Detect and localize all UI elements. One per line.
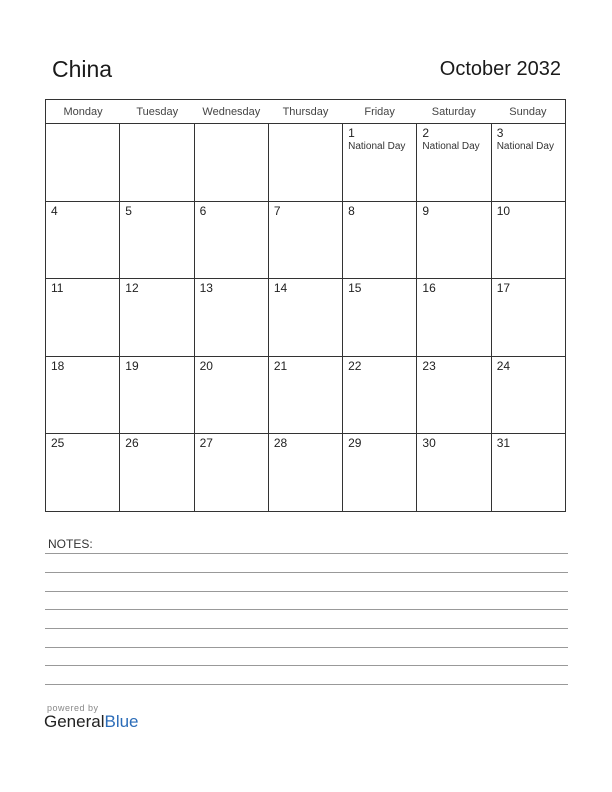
calendar-day-cell (417, 202, 491, 279)
day-number: 5 (125, 203, 132, 218)
calendar-week-row (46, 357, 565, 435)
brand-logo (44, 703, 139, 732)
weekday-sunday: Sunday (509, 106, 547, 118)
weekday-tuesday: Tuesday (136, 106, 179, 118)
day-number: 24 (496, 358, 511, 373)
day-number: 7 (273, 203, 281, 218)
calendar-day-cell (343, 124, 417, 201)
calendar-day-cell (120, 357, 194, 434)
header-country: China (52, 56, 113, 82)
calendar-day-cell (417, 434, 491, 511)
day-number: 4 (51, 203, 58, 218)
calendar-day-cell (417, 124, 491, 201)
holiday-label: National Day (496, 141, 554, 152)
weekday-thursday: Thursday (282, 106, 329, 118)
calendar-day-cell (269, 357, 343, 434)
day-number: 28 (273, 436, 288, 451)
weekday-header-row (46, 100, 565, 124)
day-number: 6 (199, 203, 207, 218)
day-number: 14 (273, 281, 288, 296)
calendar-day-cell (120, 202, 194, 279)
day-number: 18 (51, 358, 65, 373)
calendar-day-cell (492, 279, 565, 356)
header-month-year: October 2032 (439, 58, 561, 80)
weekday-monday: Monday (63, 106, 103, 118)
calendar-day-cell (46, 279, 120, 356)
calendar-day-cell (269, 124, 343, 201)
calendar-day-cell (46, 434, 120, 511)
calendar-day-cell (269, 202, 343, 279)
notes-line (45, 572, 568, 573)
brand-name (44, 712, 139, 732)
calendar-day-cell (492, 202, 565, 279)
day-number: 30 (422, 436, 436, 451)
calendar-day-cell (343, 357, 417, 434)
calendar-day-cell (120, 279, 194, 356)
weekday-wednesday: Wednesday (202, 106, 261, 118)
calendar-weeks (46, 124, 565, 511)
calendar-day-cell (46, 357, 120, 434)
calendar-day-cell (492, 124, 565, 201)
calendar-day-cell (269, 434, 343, 511)
calendar-day-cell (417, 279, 491, 356)
notes-line (45, 665, 568, 666)
notes-line (45, 628, 568, 629)
calendar-day-cell (343, 202, 417, 279)
day-number: 19 (125, 358, 139, 373)
day-number: 27 (199, 436, 213, 451)
weekday-saturday: Saturday (431, 106, 476, 118)
day-number: 10 (496, 203, 511, 218)
calendar-week-row (46, 434, 565, 511)
calendar-day-cell (343, 434, 417, 511)
day-number: 15 (348, 281, 362, 296)
calendar-day-cell (195, 124, 269, 201)
day-number: 13 (199, 281, 213, 296)
calendar-day-cell (492, 434, 565, 511)
calendar-day-cell (343, 279, 417, 356)
calendar-day-cell (195, 202, 269, 279)
day-number: 8 (348, 203, 355, 218)
calendar-day-cell (46, 202, 120, 279)
powered-by-text: powered by (47, 703, 99, 713)
calendar-week-row (46, 124, 565, 202)
calendar-day-cell (195, 279, 269, 356)
calendar-week-row (46, 202, 565, 280)
day-number: 2 (422, 126, 430, 140)
day-number: 1 (348, 126, 355, 140)
day-number: 26 (125, 436, 139, 451)
day-number: 22 (348, 358, 362, 373)
day-number: 11 (51, 281, 64, 296)
day-number: 20 (199, 358, 213, 373)
calendar-day-cell (417, 357, 491, 434)
day-number: 9 (422, 203, 430, 218)
day-number: 17 (496, 281, 511, 296)
holiday-label: National Day (422, 141, 480, 152)
day-number: 23 (422, 358, 436, 373)
calendar-day-cell (492, 357, 565, 434)
day-number: 21 (273, 358, 288, 373)
day-number: 29 (348, 436, 362, 451)
brand-general: General (44, 712, 105, 731)
calendar-day-cell (269, 279, 343, 356)
notes-label: NOTES: (48, 537, 93, 551)
calendar-day-cell (120, 434, 194, 511)
calendar-day-cell (195, 357, 269, 434)
notes-line (45, 647, 568, 648)
day-number: 25 (51, 436, 65, 451)
calendar-day-cell (46, 124, 120, 201)
calendar-day-cell (120, 124, 194, 201)
notes-line (45, 609, 568, 610)
notes-line (45, 591, 568, 592)
day-number: 16 (422, 281, 436, 296)
holiday-label: National Day (348, 141, 406, 152)
brand-blue: Blue (104, 712, 139, 731)
calendar-week-row (46, 279, 565, 357)
notes-line (45, 553, 568, 554)
day-number: 31 (496, 436, 511, 451)
day-number: 12 (125, 281, 139, 296)
weekday-friday: Friday (364, 106, 395, 118)
calendar-day-cell (195, 434, 269, 511)
notes-line (45, 684, 568, 685)
day-number: 3 (496, 126, 504, 140)
calendar-grid (45, 99, 566, 512)
